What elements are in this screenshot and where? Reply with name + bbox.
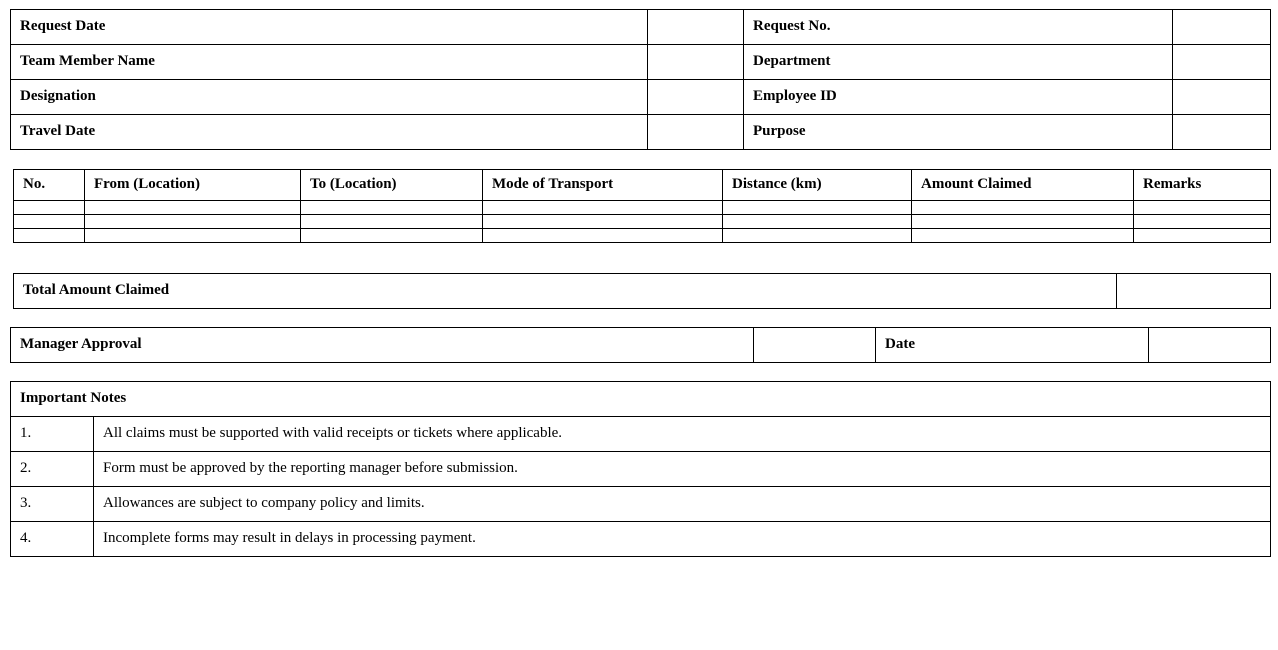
list-item — [11, 417, 1271, 452]
label-approval-date: Date — [876, 328, 1149, 363]
cell-no[interactable] — [14, 215, 85, 229]
label-employee-id: Employee ID — [744, 80, 1173, 115]
cell-to-location[interactable] — [301, 201, 483, 215]
table-row — [11, 328, 1271, 363]
column-header-to-location: To (Location) — [301, 170, 483, 201]
note-number: 4. — [11, 522, 94, 557]
field-designation[interactable] — [648, 80, 744, 115]
field-purpose[interactable] — [1173, 115, 1271, 150]
label-total-amount-claimed: Total Amount Claimed — [14, 274, 1117, 309]
total-amount-table — [13, 273, 1271, 309]
list-item — [11, 452, 1271, 487]
note-text: Allowances are subject to company policy and limits. — [94, 487, 1271, 522]
list-item — [11, 487, 1271, 522]
label-travel-date: Travel Date — [11, 115, 648, 150]
table-row — [14, 229, 1271, 243]
field-employee-id[interactable] — [1173, 80, 1271, 115]
table-row — [11, 80, 1271, 115]
column-header-no: No. — [14, 170, 85, 201]
cell-distance-km[interactable] — [723, 215, 912, 229]
cell-amount-claimed[interactable] — [912, 229, 1134, 243]
important-notes-table — [10, 381, 1271, 557]
label-department: Department — [744, 45, 1173, 80]
cell-from-location[interactable] — [85, 229, 301, 243]
cell-distance-km[interactable] — [723, 229, 912, 243]
field-approval-date[interactable] — [1149, 328, 1271, 363]
cell-remarks[interactable] — [1134, 215, 1271, 229]
cell-remarks[interactable] — [1134, 229, 1271, 243]
cell-to-location[interactable] — [301, 229, 483, 243]
cell-no[interactable] — [14, 201, 85, 215]
field-manager-approval[interactable] — [754, 328, 876, 363]
cell-amount-claimed[interactable] — [912, 215, 1134, 229]
field-request-no[interactable] — [1173, 10, 1271, 45]
label-manager-approval: Manager Approval — [11, 328, 754, 363]
label-team-member-name: Team Member Name — [11, 45, 648, 80]
cell-from-location[interactable] — [85, 201, 301, 215]
notes-title: Important Notes — [11, 382, 1271, 417]
column-header-remarks: Remarks — [1134, 170, 1271, 201]
cell-no[interactable] — [14, 229, 85, 243]
note-text: All claims must be supported with valid receipts or tickets where applicable. — [94, 417, 1271, 452]
field-total-amount-claimed[interactable] — [1117, 274, 1271, 309]
label-request-no: Request No. — [744, 10, 1173, 45]
column-header-from-location: From (Location) — [85, 170, 301, 201]
cell-mode-of-transport[interactable] — [483, 215, 723, 229]
cell-distance-km[interactable] — [723, 201, 912, 215]
approval-table — [10, 327, 1271, 363]
cell-remarks[interactable] — [1134, 201, 1271, 215]
cell-mode-of-transport[interactable] — [483, 201, 723, 215]
field-travel-date[interactable] — [648, 115, 744, 150]
table-row — [14, 215, 1271, 229]
label-designation: Designation — [11, 80, 648, 115]
cell-amount-claimed[interactable] — [912, 201, 1134, 215]
note-text: Form must be approved by the reporting manager before submission. — [94, 452, 1271, 487]
note-number: 3. — [11, 487, 94, 522]
field-request-date[interactable] — [648, 10, 744, 45]
column-header-amount-claimed: Amount Claimed — [912, 170, 1134, 201]
table-row — [11, 45, 1271, 80]
list-item — [11, 522, 1271, 557]
table-row — [14, 201, 1271, 215]
note-text: Incomplete forms may result in delays in processing payment. — [94, 522, 1271, 557]
field-team-member-name[interactable] — [648, 45, 744, 80]
travel-details-header-row — [14, 170, 1271, 201]
travel-details-table — [13, 169, 1271, 243]
header-info-table — [10, 9, 1271, 150]
table-row — [14, 274, 1271, 309]
column-header-mode-of-transport: Mode of Transport — [483, 170, 723, 201]
cell-to-location[interactable] — [301, 215, 483, 229]
note-number: 2. — [11, 452, 94, 487]
table-row — [11, 115, 1271, 150]
label-purpose: Purpose — [744, 115, 1173, 150]
notes-header-row — [11, 382, 1271, 417]
cell-mode-of-transport[interactable] — [483, 229, 723, 243]
label-request-date: Request Date — [11, 10, 648, 45]
column-header-distance-km: Distance (km) — [723, 170, 912, 201]
field-department[interactable] — [1173, 45, 1271, 80]
note-number: 1. — [11, 417, 94, 452]
cell-from-location[interactable] — [85, 215, 301, 229]
table-row — [11, 10, 1271, 45]
